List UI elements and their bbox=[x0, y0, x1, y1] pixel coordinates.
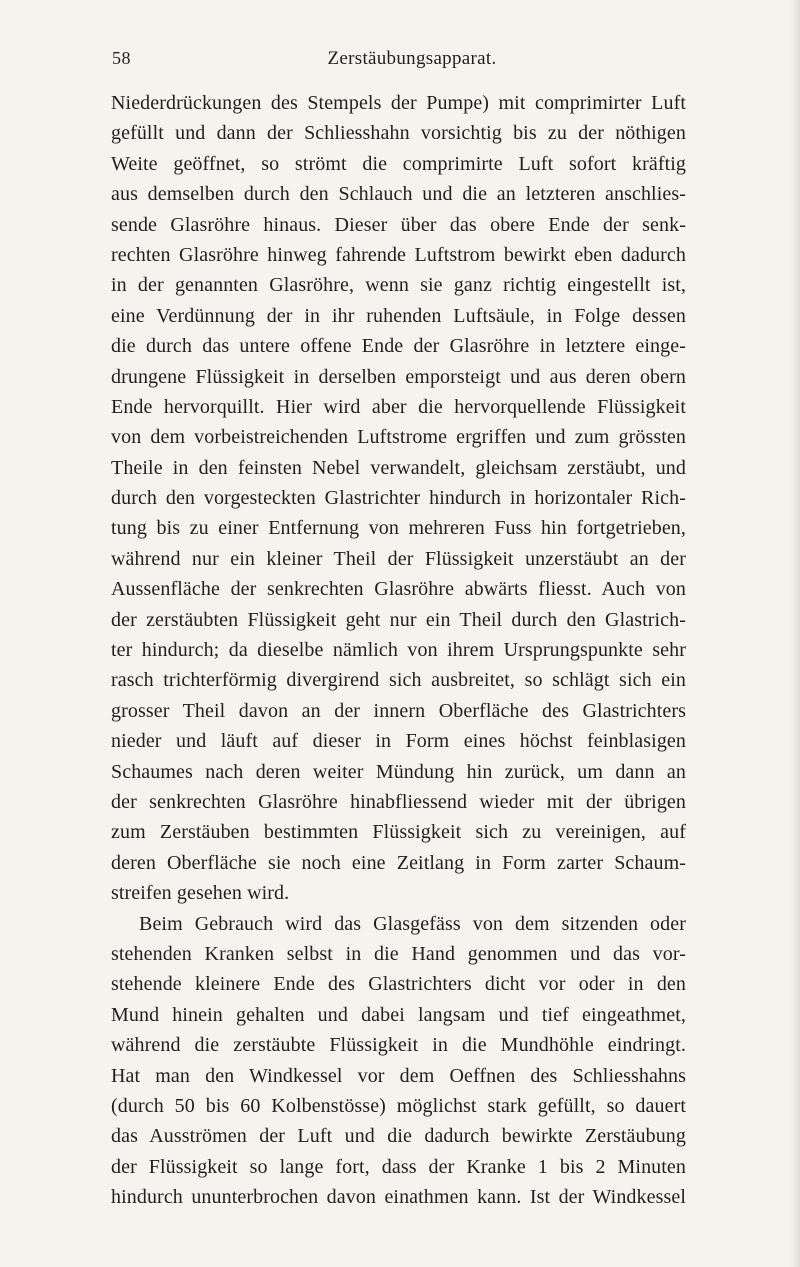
text-line: rechten Glasröhre hinweg fahrende Luftstrom bewirkt eben dadurch bbox=[111, 243, 686, 266]
page-edge-shadow bbox=[788, 0, 800, 1267]
text-line: während die zerstäubte Flüssigkeit in die Mundhöhle eindringt. bbox=[111, 1034, 686, 1057]
text-line: der zerstäubten Flüssigkeit geht nur ein Theil durch den Glastrich- bbox=[111, 608, 686, 631]
body-text bbox=[111, 88, 686, 1212]
text-line: das Ausströmen der Luft und die dadurch bewirkte Zerstäubung bbox=[111, 1125, 686, 1148]
text-line: streifen gesehen wird. bbox=[111, 882, 290, 905]
text-line: Weite geöffnet, so strömt die comprimirte Luft sofort kräftig bbox=[111, 152, 686, 175]
text-line: zum Zerstäuben bestimmten Flüssigkeit sich zu vereinigen, auf bbox=[111, 821, 686, 844]
text-line: tung bis zu einer Entfernung von mehreren Fuss hin fortgetrieben, bbox=[111, 517, 686, 540]
page-header bbox=[112, 48, 712, 76]
text-line: (durch 50 bis 60 Kolbenstösse) möglichst stark gefüllt, so dauert bbox=[111, 1094, 686, 1117]
text-line: ter hindurch; da dieselbe nämlich von ihrem Ursprungspunkte sehr bbox=[111, 639, 686, 662]
text-line: aus demselben durch den Schlauch und die an letzteren anschlies- bbox=[111, 183, 686, 206]
text-line: stehende kleinere Ende des Glastrichters dicht vor oder in den bbox=[111, 973, 686, 996]
page-number: 58 bbox=[112, 48, 131, 68]
text-line: der Flüssigkeit so lange fort, dass der Kranke 1 bis 2 Minuten bbox=[111, 1155, 686, 1178]
paragraph-2 bbox=[111, 909, 686, 1213]
text-line: sende Glasröhre hinaus. Dieser über das obere Ende der senk- bbox=[111, 213, 686, 236]
text-line: stehenden Kranken selbst in die Hand genommen und das vor- bbox=[111, 942, 686, 965]
text-line: Beim Gebrauch wird das Glasgefäss von dem sitzenden oder bbox=[139, 912, 686, 935]
running-title: Zerstäubungsapparat. bbox=[327, 48, 497, 69]
text-line: eine Verdünnung der in ihr ruhenden Luftsäule, in Folge dessen bbox=[111, 304, 686, 327]
text-line: der senkrechten Glasröhre hinabfliessend wieder mit der übrigen bbox=[111, 790, 686, 813]
text-line: Aussenfläche der senkrechten Glasröhre abwärts fliesst. Auch von bbox=[111, 578, 686, 601]
text-line: Ende hervorquillt. Hier wird aber die hervorquellende Flüssigkeit bbox=[111, 395, 686, 418]
text-line: von dem vorbeistreichenden Luftstrome ergriffen und zum grössten bbox=[111, 426, 686, 449]
text-line: gefüllt und dann der Schliesshahn vorsichtig bis zu der nöthigen bbox=[111, 122, 686, 145]
text-line: grosser Theil davon an der innern Oberfläche des Glastrichters bbox=[111, 699, 686, 722]
paragraph-1 bbox=[111, 88, 686, 909]
text-line: rasch trichterförmig divergirend sich ausbreitet, so schlägt sich ein bbox=[111, 669, 686, 692]
text-line: Theile in den feinsten Nebel verwandelt, gleichsam zerstäubt, und bbox=[111, 456, 686, 479]
text-line: während nur ein kleiner Theil der Flüssigkeit unzerstäubt an der bbox=[111, 547, 686, 570]
text-line: Mund hinein gehalten und dabei langsam und tief eingeathmet, bbox=[111, 1003, 686, 1026]
text-line: die durch das untere offene Ende der Glasröhre in letztere einge- bbox=[111, 335, 686, 358]
text-line: Schaumes nach deren weiter Mündung hin zurück, um dann an bbox=[111, 760, 686, 783]
text-line: hindurch ununterbrochen davon einathmen kann. Ist der Windkessel bbox=[111, 1186, 686, 1209]
text-line: drungene Flüssigkeit in derselben emporsteigt und aus deren obern bbox=[111, 365, 686, 388]
text-line: Niederdrückungen des Stempels der Pumpe) mit comprimirter Luft bbox=[111, 92, 686, 114]
text-line: deren Oberfläche sie noch eine Zeitlang in Form zarter Schaum- bbox=[111, 851, 686, 874]
text-line: durch den vorgesteckten Glastrichter hindurch in horizontaler Rich- bbox=[111, 487, 686, 510]
text-line: nieder und läuft auf dieser in Form eines höchst feinblasigen bbox=[111, 730, 686, 753]
text-line: Hat man den Windkessel vor dem Oeffnen des Schliesshahns bbox=[111, 1064, 686, 1087]
text-line: in der genannten Glasröhre, wenn sie ganz richtig eingestellt ist, bbox=[111, 274, 686, 297]
